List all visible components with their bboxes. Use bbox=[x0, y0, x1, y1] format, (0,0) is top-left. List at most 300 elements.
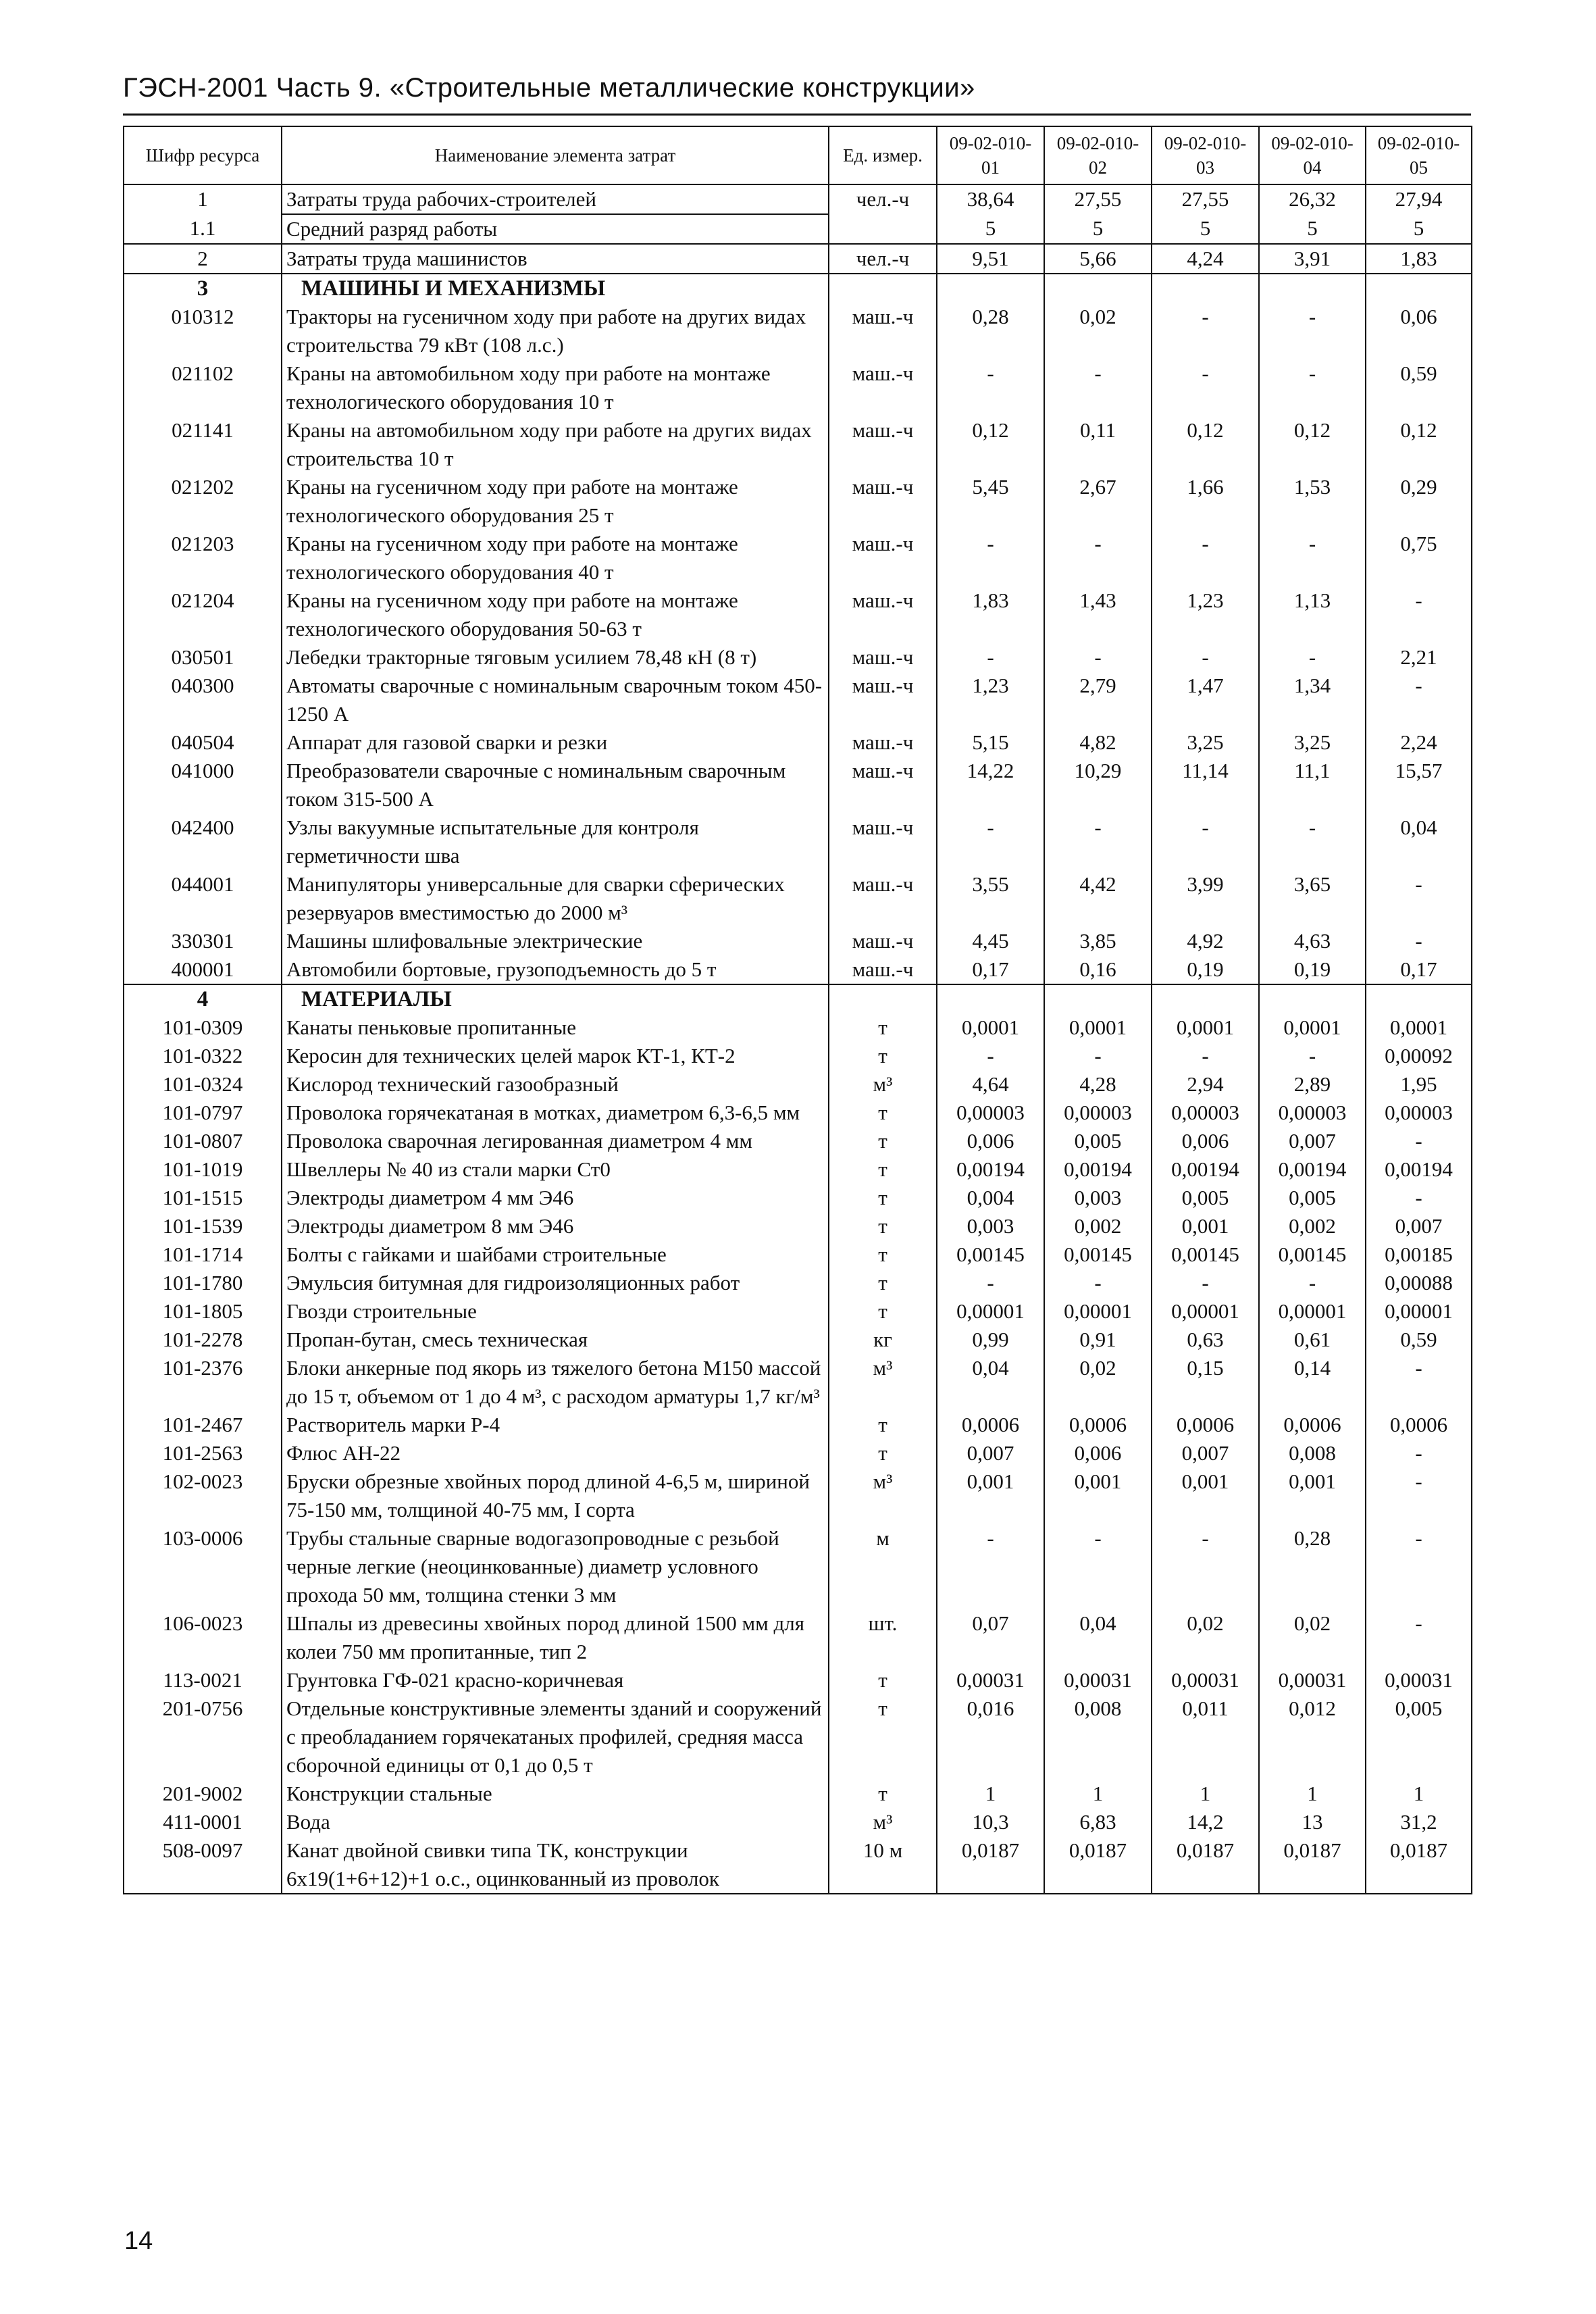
header-name: Наименование элемента затрат bbox=[282, 126, 829, 184]
cell-name: Краны на гусеничном ходу при работе на монтаже технологического оборудования 25 т bbox=[282, 473, 829, 530]
table-row bbox=[124, 184, 1472, 214]
cell-value-2: 3,85 bbox=[1044, 927, 1152, 955]
cell-unit: м³ bbox=[829, 1467, 937, 1524]
cell-value-3: 3,99 bbox=[1152, 870, 1259, 927]
cell-value-3: - bbox=[1152, 530, 1259, 586]
header-col-3: 09-02-010-03 bbox=[1152, 126, 1259, 184]
cell-value-5: - bbox=[1366, 586, 1472, 643]
cell-unit: маш.-ч bbox=[829, 728, 937, 757]
cell-value-2: 27,55 bbox=[1044, 184, 1152, 214]
cell-value-2: 4,28 bbox=[1044, 1070, 1152, 1099]
cell-value-2: 0,00031 bbox=[1044, 1666, 1152, 1694]
cell-unit: т bbox=[829, 1694, 937, 1780]
cell-value-4: 0,02 bbox=[1259, 1609, 1366, 1666]
cell-unit: т bbox=[829, 1439, 937, 1467]
cell-unit: т bbox=[829, 1212, 937, 1240]
cell-code: 4 bbox=[124, 984, 282, 1013]
cell-code: 042400 bbox=[124, 813, 282, 870]
table-row bbox=[124, 244, 1472, 274]
cell-name: Канаты пеньковые пропитанные bbox=[282, 1013, 829, 1042]
cell-name: Манипуляторы универсальные для сварки сферических резервуаров вместимостью до 2000 м³ bbox=[282, 870, 829, 927]
table-row bbox=[124, 1609, 1472, 1666]
cell-name: Электроды диаметром 4 мм Э46 bbox=[282, 1184, 829, 1212]
cell-name: Трубы стальные сварные водогазопроводные с резьбой черные легкие (неоцинкованные) диаметр условного прохода 50 мм, толщина стенки 3 мм bbox=[282, 1524, 829, 1609]
cell-name: Пропан-бутан, смесь техническая bbox=[282, 1326, 829, 1354]
cell-value-1: 0,0006 bbox=[937, 1411, 1044, 1439]
cell-value-2: 10,29 bbox=[1044, 757, 1152, 813]
cell-code: 030501 bbox=[124, 643, 282, 672]
cell-code: 101-0324 bbox=[124, 1070, 282, 1099]
section-row bbox=[124, 274, 1472, 303]
cell-value-2: 2,67 bbox=[1044, 473, 1152, 530]
cell-value-3: 0,00003 bbox=[1152, 1099, 1259, 1127]
cell-value-3: 0,12 bbox=[1152, 416, 1259, 473]
cell-value-3: - bbox=[1152, 1269, 1259, 1297]
cell-value-5: 0,17 bbox=[1366, 955, 1472, 984]
cell-name: Электроды диаметром 8 мм Э46 bbox=[282, 1212, 829, 1240]
cell-value-3: 3,25 bbox=[1152, 728, 1259, 757]
cell-value-3: 0,00001 bbox=[1152, 1297, 1259, 1326]
cell-name: Кислород технический газообразный bbox=[282, 1070, 829, 1099]
cell-value-1: 1,23 bbox=[937, 672, 1044, 728]
table-row bbox=[124, 955, 1472, 984]
table-row bbox=[124, 728, 1472, 757]
cell-value-5 bbox=[1366, 984, 1472, 1013]
cell-code: 101-1780 bbox=[124, 1269, 282, 1297]
cell-value-5: 0,00003 bbox=[1366, 1099, 1472, 1127]
cell-value-3: 1,23 bbox=[1152, 586, 1259, 643]
cell-value-2: 0,04 bbox=[1044, 1609, 1152, 1666]
cell-value-4: 3,25 bbox=[1259, 728, 1366, 757]
cell-code: 113-0021 bbox=[124, 1666, 282, 1694]
cell-value-4: 0,00001 bbox=[1259, 1297, 1366, 1326]
cell-code: 101-0797 bbox=[124, 1099, 282, 1127]
cell-unit: чел.-ч bbox=[829, 184, 937, 214]
cell-value-4: 0,0006 bbox=[1259, 1411, 1366, 1439]
cell-value-5: 2,24 bbox=[1366, 728, 1472, 757]
cell-value-2: 0,0187 bbox=[1044, 1836, 1152, 1894]
cell-value-5: 0,00185 bbox=[1366, 1240, 1472, 1269]
table-row bbox=[124, 870, 1472, 927]
cell-value-3: 0,00194 bbox=[1152, 1155, 1259, 1184]
table-row bbox=[124, 1780, 1472, 1808]
cell-value-4: 1,13 bbox=[1259, 586, 1366, 643]
cell-value-2: 0,001 bbox=[1044, 1467, 1152, 1524]
cell-code: 101-1714 bbox=[124, 1240, 282, 1269]
cell-name: Эмульсия битумная для гидроизоляционных работ bbox=[282, 1269, 829, 1297]
cell-value-1: - bbox=[937, 1524, 1044, 1609]
cell-unit: 10 м bbox=[829, 1836, 937, 1894]
cell-name: Краны на автомобильном ходу при работе на других видах строительства 10 т bbox=[282, 416, 829, 473]
cell-value-2: 5,66 bbox=[1044, 244, 1152, 274]
cell-value-4: - bbox=[1259, 303, 1366, 359]
cell-value-4: 0,28 bbox=[1259, 1524, 1366, 1609]
cell-value-4: 0,00003 bbox=[1259, 1099, 1366, 1127]
cell-value-3 bbox=[1152, 274, 1259, 303]
cell-value-3: 0,0006 bbox=[1152, 1411, 1259, 1439]
cell-value-2 bbox=[1044, 984, 1152, 1013]
cell-value-2: - bbox=[1044, 1524, 1152, 1609]
cell-value-3: 14,2 bbox=[1152, 1808, 1259, 1836]
cell-name: Бруски обрезные хвойных пород длиной 4-6,5 м, шириной 75-150 мм, толщиной 40-75 мм, I сорта bbox=[282, 1467, 829, 1524]
cell-value-4: 0,00031 bbox=[1259, 1666, 1366, 1694]
cell-value-1: 0,17 bbox=[937, 955, 1044, 984]
cell-code: 2 bbox=[124, 244, 282, 274]
cell-value-5: 1 bbox=[1366, 1780, 1472, 1808]
cell-code: 1.1 bbox=[124, 214, 282, 244]
cell-name: Автомобили бортовые, грузоподъемность до 5 т bbox=[282, 955, 829, 984]
cell-value-1: 4,45 bbox=[937, 927, 1044, 955]
cell-name: Краны на гусеничном ходу при работе на монтаже технологического оборудования 40 т bbox=[282, 530, 829, 586]
cell-value-3: 0,15 bbox=[1152, 1354, 1259, 1411]
table-row bbox=[124, 757, 1472, 813]
table-row bbox=[124, 1808, 1472, 1836]
cell-value-2: 0,02 bbox=[1044, 1354, 1152, 1411]
table-row bbox=[124, 643, 1472, 672]
cell-value-1: 38,64 bbox=[937, 184, 1044, 214]
cell-value-2: - bbox=[1044, 359, 1152, 416]
cell-code: 101-2278 bbox=[124, 1326, 282, 1354]
cell-value-3: - bbox=[1152, 1042, 1259, 1070]
cell-code: 101-1515 bbox=[124, 1184, 282, 1212]
cell-unit: т bbox=[829, 1184, 937, 1212]
cell-name: Средний разряд работы bbox=[282, 214, 829, 244]
cell-code: 106-0023 bbox=[124, 1609, 282, 1666]
cell-unit: кг bbox=[829, 1326, 937, 1354]
table-row bbox=[124, 586, 1472, 643]
cell-value-4: 4,63 bbox=[1259, 927, 1366, 955]
cell-value-2: 0,00003 bbox=[1044, 1099, 1152, 1127]
table-row bbox=[124, 1099, 1472, 1127]
cell-value-5: 27,94 bbox=[1366, 184, 1472, 214]
cell-value-2: 0,0006 bbox=[1044, 1411, 1152, 1439]
cell-value-3: 0,0001 bbox=[1152, 1013, 1259, 1042]
cell-name: Преобразователи сварочные с номинальным сварочным током 315-500 А bbox=[282, 757, 829, 813]
cell-value-1: 14,22 bbox=[937, 757, 1044, 813]
table-header-row bbox=[124, 126, 1472, 184]
cell-value-1: 9,51 bbox=[937, 244, 1044, 274]
cell-name: Грунтовка ГФ-021 красно-коричневая bbox=[282, 1666, 829, 1694]
cell-value-5: - bbox=[1366, 927, 1472, 955]
cell-value-3: 0,19 bbox=[1152, 955, 1259, 984]
cell-value-5: - bbox=[1366, 1467, 1472, 1524]
cell-name: Лебедки тракторные тяговым усилием 78,48 кН (8 т) bbox=[282, 643, 829, 672]
cell-name: Отдельные конструктивные элементы зданий и сооружений с преобладанием горячекатаных профилей, средняя масса сборочной единицы от 0,1 до 0,5 т bbox=[282, 1694, 829, 1780]
cell-name: Вода bbox=[282, 1808, 829, 1836]
cell-unit: м bbox=[829, 1524, 937, 1609]
cell-value-1: - bbox=[937, 813, 1044, 870]
cell-code: 044001 bbox=[124, 870, 282, 927]
cell-value-3: 4,92 bbox=[1152, 927, 1259, 955]
cell-value-4: 0,12 bbox=[1259, 416, 1366, 473]
cell-code: 400001 bbox=[124, 955, 282, 984]
cell-unit: маш.-ч bbox=[829, 303, 937, 359]
cell-value-2: 0,00001 bbox=[1044, 1297, 1152, 1326]
cell-value-2: 0,005 bbox=[1044, 1127, 1152, 1155]
cell-value-3: 5 bbox=[1152, 214, 1259, 244]
cell-value-3: - bbox=[1152, 303, 1259, 359]
table-row bbox=[124, 1013, 1472, 1042]
cell-value-5: - bbox=[1366, 870, 1472, 927]
cell-value-1: 0,99 bbox=[937, 1326, 1044, 1354]
cell-value-1: - bbox=[937, 359, 1044, 416]
cell-value-5 bbox=[1366, 274, 1472, 303]
cell-value-3: 0,00145 bbox=[1152, 1240, 1259, 1269]
cell-value-1: 5,15 bbox=[937, 728, 1044, 757]
cell-value-4: 0,001 bbox=[1259, 1467, 1366, 1524]
table-row bbox=[124, 1326, 1472, 1354]
cell-value-4: 1,53 bbox=[1259, 473, 1366, 530]
cell-unit: т bbox=[829, 1155, 937, 1184]
cell-value-1: 0,12 bbox=[937, 416, 1044, 473]
cell-value-4: 0,007 bbox=[1259, 1127, 1366, 1155]
cell-value-5: 15,57 bbox=[1366, 757, 1472, 813]
cell-value-4: 3,91 bbox=[1259, 244, 1366, 274]
table-row bbox=[124, 1042, 1472, 1070]
cell-code: 040300 bbox=[124, 672, 282, 728]
cell-value-5: - bbox=[1366, 1524, 1472, 1609]
cell-code: 201-0756 bbox=[124, 1694, 282, 1780]
cell-code: 021102 bbox=[124, 359, 282, 416]
cell-value-5: 0,00001 bbox=[1366, 1297, 1472, 1326]
cell-code: 508-0097 bbox=[124, 1836, 282, 1894]
table-row bbox=[124, 303, 1472, 359]
cell-value-3: - bbox=[1152, 359, 1259, 416]
cell-value-5: 0,007 bbox=[1366, 1212, 1472, 1240]
table-row bbox=[124, 1836, 1472, 1894]
cell-value-4: - bbox=[1259, 1042, 1366, 1070]
cell-value-5: 0,00194 bbox=[1366, 1155, 1472, 1184]
cell-value-4: 0,00194 bbox=[1259, 1155, 1366, 1184]
header-unit: Ед. измер. bbox=[829, 126, 937, 184]
table-row bbox=[124, 1439, 1472, 1467]
cell-name: Канат двойной свивки типа ТК, конструкции 6х19(1+6+12)+1 о.с., оцинкованный из проволок bbox=[282, 1836, 829, 1894]
cell-value-4: - bbox=[1259, 1269, 1366, 1297]
cell-value-3: 0,001 bbox=[1152, 1212, 1259, 1240]
cell-code: 010312 bbox=[124, 303, 282, 359]
cell-value-5: 0,59 bbox=[1366, 1326, 1472, 1354]
cell-code: 330301 bbox=[124, 927, 282, 955]
cell-name: Узлы вакуумные испытательные для контроля герметичности шва bbox=[282, 813, 829, 870]
cell-unit: маш.-ч bbox=[829, 359, 937, 416]
cell-value-1: 0,00145 bbox=[937, 1240, 1044, 1269]
cell-value-1: 0,0187 bbox=[937, 1836, 1044, 1894]
cell-value-4: 1 bbox=[1259, 1780, 1366, 1808]
cell-code: 101-1805 bbox=[124, 1297, 282, 1326]
cell-value-4: 0,002 bbox=[1259, 1212, 1366, 1240]
cell-value-5: 0,0006 bbox=[1366, 1411, 1472, 1439]
cell-value-2: 0,008 bbox=[1044, 1694, 1152, 1780]
cell-code: 101-1019 bbox=[124, 1155, 282, 1184]
cell-name: Аппарат для газовой сварки и резки bbox=[282, 728, 829, 757]
header-col-2: 09-02-010-02 bbox=[1044, 126, 1152, 184]
table-row bbox=[124, 1411, 1472, 1439]
cell-unit bbox=[829, 274, 937, 303]
header-rule bbox=[123, 114, 1471, 116]
section-row bbox=[124, 984, 1472, 1013]
cell-value-3: 0,006 bbox=[1152, 1127, 1259, 1155]
cell-unit: маш.-ч bbox=[829, 416, 937, 473]
cell-code: 101-0309 bbox=[124, 1013, 282, 1042]
cell-value-5: 1,83 bbox=[1366, 244, 1472, 274]
cell-name: Растворитель марки Р-4 bbox=[282, 1411, 829, 1439]
cell-value-3: 11,14 bbox=[1152, 757, 1259, 813]
cell-value-5: 0,59 bbox=[1366, 359, 1472, 416]
header-col-5: 09-02-010-05 bbox=[1366, 126, 1472, 184]
cell-value-2: 0,006 bbox=[1044, 1439, 1152, 1467]
cell-value-1: 10,3 bbox=[937, 1808, 1044, 1836]
cell-code: 021203 bbox=[124, 530, 282, 586]
cell-code: 041000 bbox=[124, 757, 282, 813]
cell-value-5: 0,12 bbox=[1366, 416, 1472, 473]
cell-unit: т bbox=[829, 1099, 937, 1127]
table-row bbox=[124, 1269, 1472, 1297]
cell-value-4: 2,89 bbox=[1259, 1070, 1366, 1099]
cell-value-1: 0,07 bbox=[937, 1609, 1044, 1666]
cell-value-3: 0,63 bbox=[1152, 1326, 1259, 1354]
cell-value-3: 1,47 bbox=[1152, 672, 1259, 728]
cell-unit: м³ bbox=[829, 1354, 937, 1411]
cell-value-2: 0,11 bbox=[1044, 416, 1152, 473]
cell-unit: т bbox=[829, 1666, 937, 1694]
cell-value-4: 0,012 bbox=[1259, 1694, 1366, 1780]
cell-value-3: - bbox=[1152, 813, 1259, 870]
cell-value-3: - bbox=[1152, 1524, 1259, 1609]
cell-value-2: - bbox=[1044, 530, 1152, 586]
cell-name: Гвозди строительные bbox=[282, 1297, 829, 1326]
cell-name: Болты с гайками и шайбами строительные bbox=[282, 1240, 829, 1269]
cell-value-4: 0,008 bbox=[1259, 1439, 1366, 1467]
cell-unit bbox=[829, 214, 937, 244]
table-row bbox=[124, 813, 1472, 870]
cell-value-5: 0,29 bbox=[1366, 473, 1472, 530]
cell-value-5: - bbox=[1366, 1127, 1472, 1155]
cell-value-4: 5 bbox=[1259, 214, 1366, 244]
cell-value-4: 0,14 bbox=[1259, 1354, 1366, 1411]
cell-unit: т bbox=[829, 1240, 937, 1269]
cell-value-4: 0,61 bbox=[1259, 1326, 1366, 1354]
cell-unit: чел.-ч bbox=[829, 244, 937, 274]
cell-value-3: 2,94 bbox=[1152, 1070, 1259, 1099]
cell-value-1: 4,64 bbox=[937, 1070, 1044, 1099]
cell-code: 101-0807 bbox=[124, 1127, 282, 1155]
cell-value-1: - bbox=[937, 643, 1044, 672]
cell-value-1: 0,006 bbox=[937, 1127, 1044, 1155]
cell-value-4: - bbox=[1259, 530, 1366, 586]
table-row bbox=[124, 416, 1472, 473]
cell-value-3: 0,005 bbox=[1152, 1184, 1259, 1212]
cell-value-3: 0,0187 bbox=[1152, 1836, 1259, 1894]
cell-value-2: 0,02 bbox=[1044, 303, 1152, 359]
table-row bbox=[124, 1467, 1472, 1524]
cell-value-2: 0,0001 bbox=[1044, 1013, 1152, 1042]
cell-value-2: 5 bbox=[1044, 214, 1152, 244]
cell-unit: маш.-ч bbox=[829, 473, 937, 530]
cell-value-1: 5 bbox=[937, 214, 1044, 244]
cell-value-5: 0,75 bbox=[1366, 530, 1472, 586]
cell-code: 101-0322 bbox=[124, 1042, 282, 1070]
cell-value-3: 0,001 bbox=[1152, 1467, 1259, 1524]
cell-value-5: - bbox=[1366, 672, 1472, 728]
cell-value-4: 1,34 bbox=[1259, 672, 1366, 728]
cell-name: Шпалы из древесины хвойных пород длиной 1500 мм для колеи 750 мм пропитанные, тип 2 bbox=[282, 1609, 829, 1666]
cell-unit: т bbox=[829, 1411, 937, 1439]
cell-value-4: 11,1 bbox=[1259, 757, 1366, 813]
cell-name: Затраты труда рабочих-строителей bbox=[282, 184, 829, 214]
cell-name: Затраты труда машинистов bbox=[282, 244, 829, 274]
cell-value-1: 0,00031 bbox=[937, 1666, 1044, 1694]
cell-value-1: 0,00194 bbox=[937, 1155, 1044, 1184]
table-row bbox=[124, 359, 1472, 416]
cell-value-4: - bbox=[1259, 643, 1366, 672]
table-row bbox=[124, 1155, 1472, 1184]
header-col-4: 09-02-010-04 bbox=[1259, 126, 1366, 184]
table-row bbox=[124, 1354, 1472, 1411]
cell-unit: маш.-ч bbox=[829, 813, 937, 870]
cell-code: 021204 bbox=[124, 586, 282, 643]
cell-value-4: 0,005 bbox=[1259, 1184, 1366, 1212]
cell-value-2: 4,42 bbox=[1044, 870, 1152, 927]
cell-code: 021141 bbox=[124, 416, 282, 473]
cell-value-4 bbox=[1259, 984, 1366, 1013]
cell-code: 040504 bbox=[124, 728, 282, 757]
cell-unit: шт. bbox=[829, 1609, 937, 1666]
table-row bbox=[124, 1184, 1472, 1212]
cell-value-5: 0,06 bbox=[1366, 303, 1472, 359]
cell-value-4: 26,32 bbox=[1259, 184, 1366, 214]
cell-unit: маш.-ч bbox=[829, 927, 937, 955]
cell-value-5: 0,00031 bbox=[1366, 1666, 1472, 1694]
table-row bbox=[124, 1694, 1472, 1780]
cell-value-1: 0,004 bbox=[937, 1184, 1044, 1212]
cell-value-5: 0,005 bbox=[1366, 1694, 1472, 1780]
cell-value-5: 5 bbox=[1366, 214, 1472, 244]
cell-unit: маш.-ч bbox=[829, 757, 937, 813]
cell-unit: маш.-ч bbox=[829, 530, 937, 586]
cell-value-2: 0,002 bbox=[1044, 1212, 1152, 1240]
cell-value-5: 0,04 bbox=[1366, 813, 1472, 870]
cell-name: Краны на гусеничном ходу при работе на монтаже технологического оборудования 50-63 т bbox=[282, 586, 829, 643]
table-body bbox=[124, 184, 1472, 1894]
cell-value-1: 5,45 bbox=[937, 473, 1044, 530]
cell-value-1: - bbox=[937, 530, 1044, 586]
cell-value-2: 0,00145 bbox=[1044, 1240, 1152, 1269]
cell-value-1: 3,55 bbox=[937, 870, 1044, 927]
cell-value-2: 1,43 bbox=[1044, 586, 1152, 643]
cell-value-2: - bbox=[1044, 813, 1152, 870]
cell-value-5: 2,21 bbox=[1366, 643, 1472, 672]
table-row bbox=[124, 1297, 1472, 1326]
table-row bbox=[124, 1524, 1472, 1609]
cell-value-2: 4,82 bbox=[1044, 728, 1152, 757]
cell-unit: маш.-ч bbox=[829, 643, 937, 672]
cell-value-4: - bbox=[1259, 359, 1366, 416]
cell-value-5: - bbox=[1366, 1184, 1472, 1212]
cell-value-5: - bbox=[1366, 1439, 1472, 1467]
cell-value-2: 6,83 bbox=[1044, 1808, 1152, 1836]
resource-norms-table bbox=[123, 126, 1472, 1894]
cell-value-2: 2,79 bbox=[1044, 672, 1152, 728]
cell-value-3: 0,00031 bbox=[1152, 1666, 1259, 1694]
cell-code: 101-2376 bbox=[124, 1354, 282, 1411]
cell-code: 103-0006 bbox=[124, 1524, 282, 1609]
cell-value-2: 1 bbox=[1044, 1780, 1152, 1808]
cell-code: 101-2563 bbox=[124, 1439, 282, 1467]
cell-value-4: 0,0187 bbox=[1259, 1836, 1366, 1894]
cell-value-3 bbox=[1152, 984, 1259, 1013]
cell-value-4: 0,00145 bbox=[1259, 1240, 1366, 1269]
cell-value-1: 0,28 bbox=[937, 303, 1044, 359]
